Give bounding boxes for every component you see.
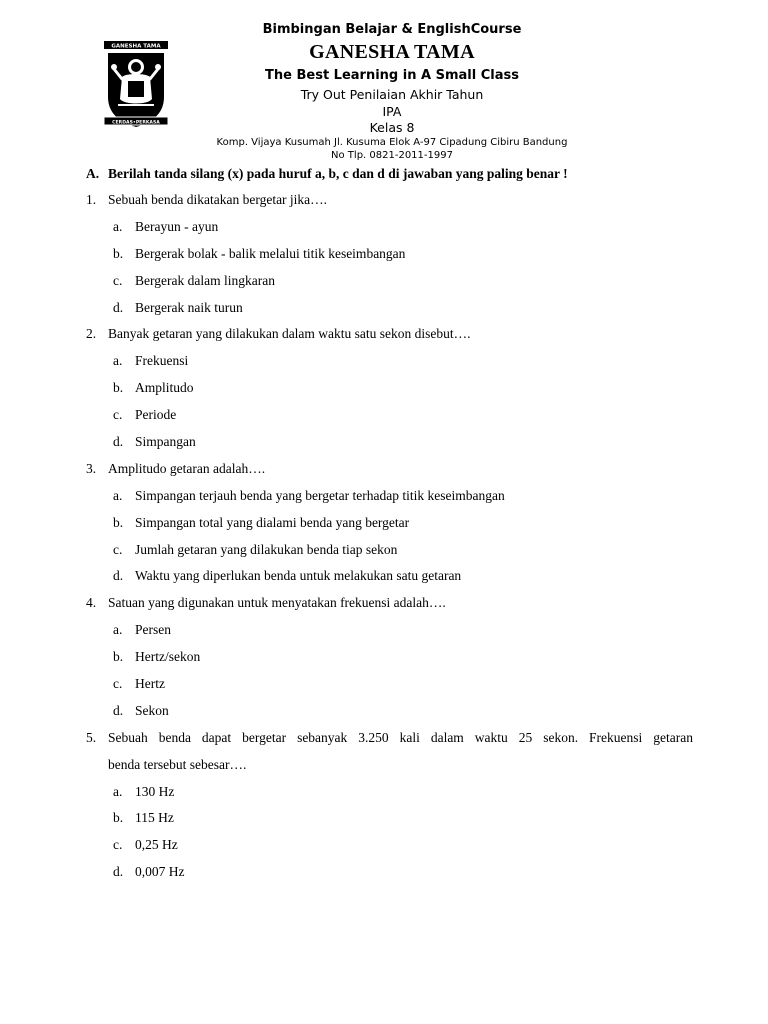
question-text: Amplitudo getaran adalah…. — [108, 460, 266, 476]
answer-option[interactable] — [0, 244, 768, 271]
address: Komp. Vijaya Kusumah Jl. Kusuma Elok A-97 Cipadung Cibiru Bandung — [216, 137, 568, 148]
answer-option[interactable] — [0, 405, 768, 432]
option-text: Persen — [135, 622, 171, 638]
option-letter: a. — [113, 218, 123, 234]
option-letter: c. — [113, 676, 123, 692]
option-letter: d. — [113, 299, 124, 315]
option-letter: b. — [113, 514, 124, 530]
option-letter: d. — [113, 568, 124, 584]
option-letter: c. — [113, 272, 123, 288]
org-title: Bimbingan Belajar & EnglishCourse — [262, 22, 522, 37]
option-letter: c. — [113, 407, 123, 423]
option-letter: d. — [113, 434, 124, 450]
question-number: 4. — [86, 595, 97, 611]
option-text: Hertz/sekon — [135, 649, 201, 665]
option-text: Simpangan total yang dialami benda yang bergetar — [135, 514, 410, 530]
option-letter: d. — [113, 864, 124, 880]
option-letter: a. — [113, 783, 123, 799]
question — [0, 324, 768, 458]
option-text: Bergerak naik turun — [135, 299, 243, 315]
school-name: GANESHA TAMA — [309, 41, 475, 63]
question — [0, 593, 768, 727]
answer-option[interactable] — [0, 217, 768, 244]
option-text: Bergerak bolak - balik melalui titik keseimbangan — [135, 245, 406, 261]
question-number: 3. — [86, 460, 97, 476]
option-text: 0,25 Hz — [135, 837, 178, 853]
answer-option[interactable] — [0, 835, 768, 862]
question-line — [0, 593, 768, 620]
question-text: benda tersebut sebesar…. — [108, 756, 247, 772]
option-letter: d. — [113, 702, 124, 718]
option-text: Periode — [135, 407, 177, 423]
question — [0, 190, 768, 324]
answer-option[interactable] — [0, 432, 768, 459]
question — [0, 459, 768, 593]
option-text: Waktu yang diperlukan benda untuk melakukan satu getaran — [135, 568, 462, 584]
answer-option[interactable] — [0, 378, 768, 405]
answer-option[interactable] — [0, 620, 768, 647]
question-line — [0, 190, 768, 217]
option-text: Amplitudo — [135, 380, 194, 396]
answer-option[interactable] — [0, 271, 768, 298]
option-text: 115 Hz — [135, 810, 174, 826]
answer-option[interactable] — [0, 782, 768, 809]
logo-bottom-text: CERDAS•PERKASA — [112, 120, 160, 126]
option-letter: a. — [113, 622, 123, 638]
question-line — [0, 459, 768, 486]
answer-option[interactable] — [0, 513, 768, 540]
answer-option[interactable] — [0, 566, 768, 593]
option-letter: c. — [113, 837, 123, 853]
question — [0, 728, 768, 889]
option-text: Simpangan terjauh benda yang bergetar terhadap titik keseimbangan — [135, 487, 505, 503]
option-text: Jumlah getaran yang dilakukan benda tiap sekon — [135, 541, 398, 557]
exam-title: Try Out Penilaian Akhir Tahun — [300, 87, 484, 102]
question-line — [0, 755, 768, 782]
question-number: 5. — [86, 729, 97, 745]
option-letter: a. — [113, 487, 123, 503]
option-letter: c. — [113, 541, 123, 557]
logo-top-text: GANESHA TAMA — [111, 43, 161, 50]
question-number: 1. — [86, 192, 97, 207]
option-letter: b. — [113, 649, 124, 665]
answer-option[interactable] — [0, 808, 768, 835]
option-text: Hertz — [135, 676, 165, 692]
option-letter: b. — [113, 245, 124, 261]
subject: IPA — [382, 104, 402, 119]
section-letter: A. — [86, 166, 100, 181]
option-text: 130 Hz — [135, 783, 175, 799]
phone-number: No Tlp. 0821-2011-1997 — [331, 150, 453, 161]
option-text: Sekon — [135, 702, 169, 718]
option-text: Frekuensi — [135, 353, 189, 369]
answer-option[interactable] — [0, 674, 768, 701]
question-text: Sebuah benda dapat bergetar sebanyak 3.250 kali dalam waktu 25 sekon. Frekuensi getaran — [108, 729, 693, 745]
question-text: Satuan yang digunakan untuk menyatakan frekuensi adalah…. — [108, 595, 446, 611]
option-text: Simpangan — [135, 434, 196, 450]
option-text: Bergerak dalam lingkaran — [135, 272, 275, 288]
answer-option[interactable] — [0, 701, 768, 728]
option-text: 0,007 Hz — [135, 864, 185, 880]
section-instruction — [86, 166, 726, 182]
answer-option[interactable] — [0, 298, 768, 325]
answer-option[interactable] — [0, 486, 768, 513]
instruction-text: Berilah tanda silang (x) pada huruf a, b, c dan d di jawaban yang paling benar ! — [108, 166, 568, 181]
answer-option[interactable] — [0, 351, 768, 378]
answer-option[interactable] — [0, 862, 768, 889]
question-text: Banyak getaran yang dilakukan dalam waktu satu sekon disebut…. — [108, 326, 471, 342]
class-level: Kelas 8 — [369, 120, 415, 135]
slogan: The Best Learning in A Small Class — [265, 68, 519, 83]
option-letter: b. — [113, 380, 124, 396]
option-letter: a. — [113, 353, 123, 369]
option-letter: b. — [113, 810, 124, 826]
question-list — [0, 190, 768, 889]
question-number: 2. — [86, 326, 97, 342]
option-text: Berayun - ayun — [135, 218, 219, 234]
question-line — [0, 728, 768, 755]
answer-option[interactable] — [0, 540, 768, 567]
question-line — [0, 324, 768, 351]
question-text: Sebuah benda dikatakan bergetar jika…. — [108, 192, 328, 207]
answer-option[interactable] — [0, 647, 768, 674]
